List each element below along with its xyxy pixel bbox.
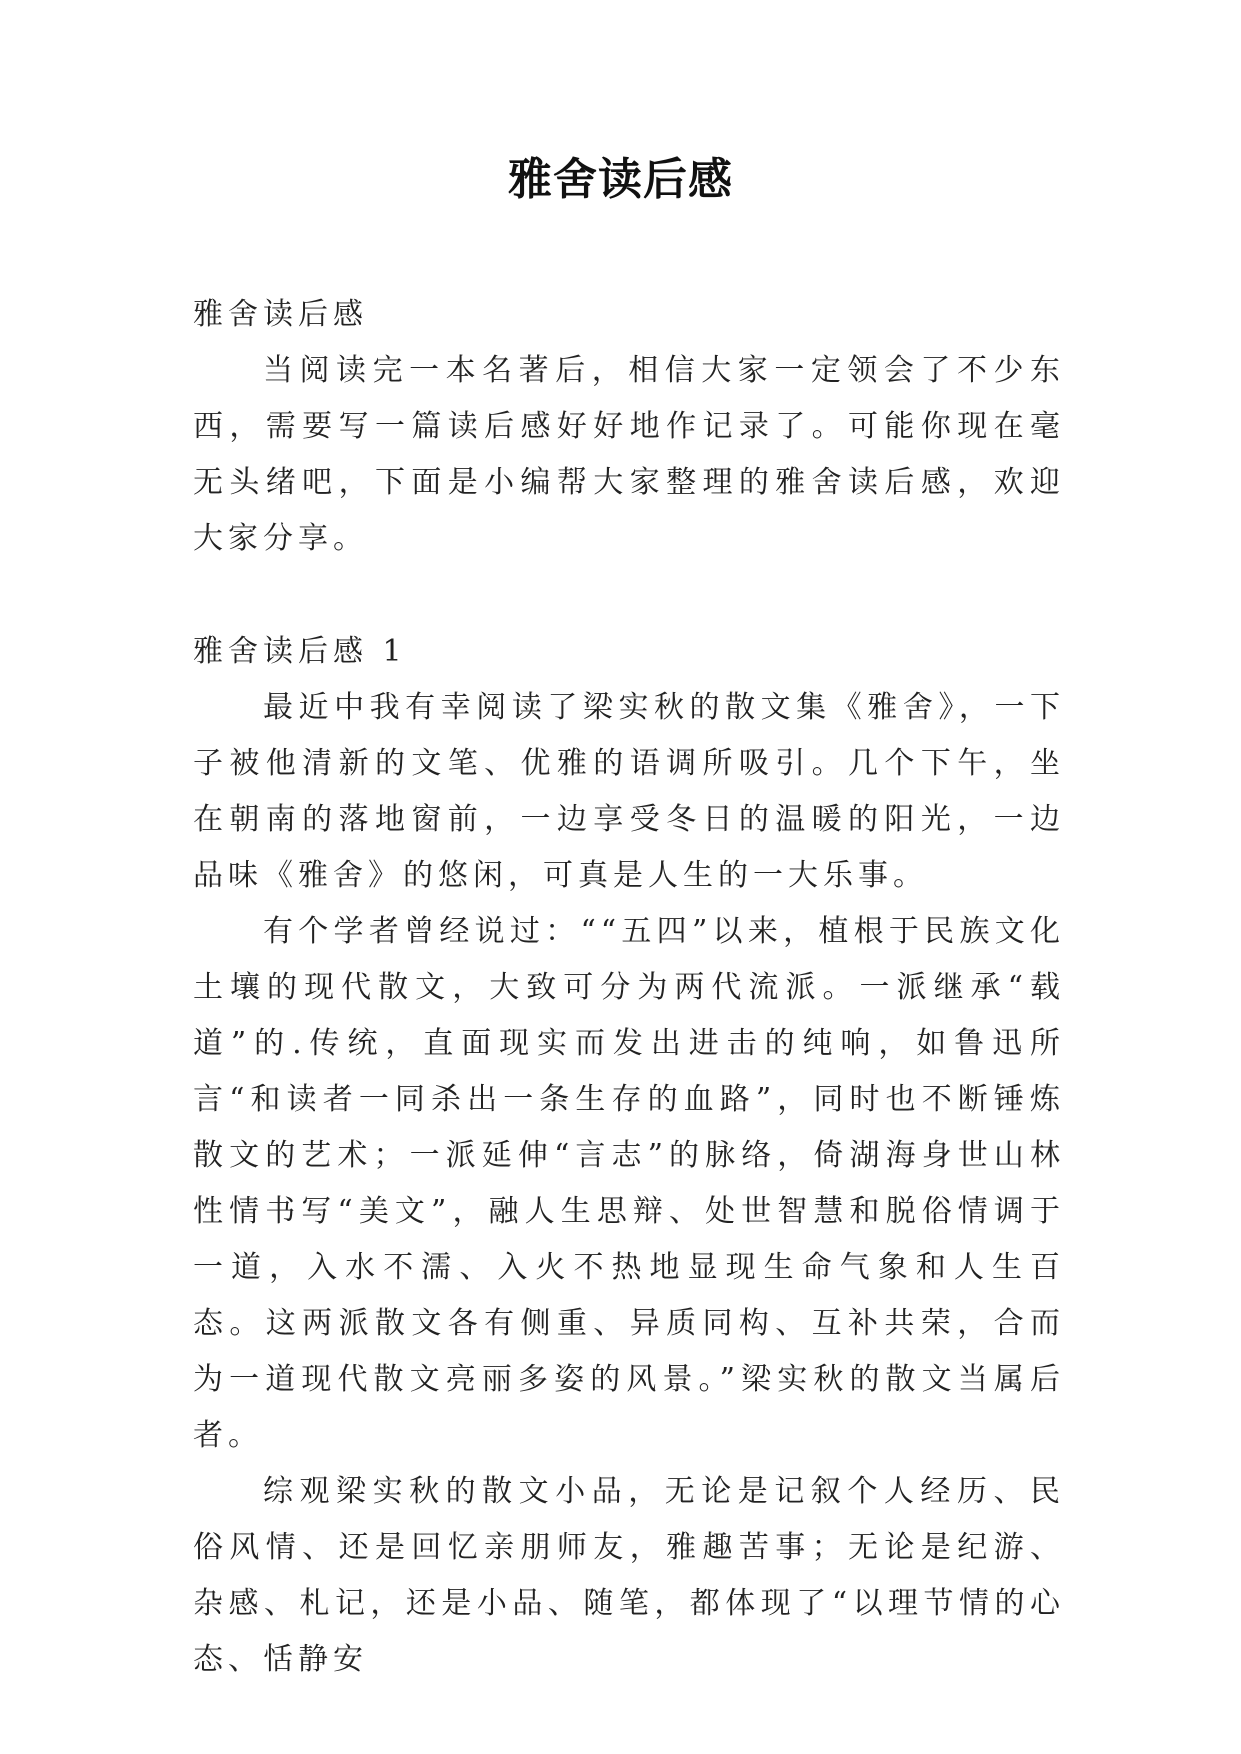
section-1-paragraph: 最近中我有幸阅读了梁实秋的散文集《雅舍》，一下子被他清新的文笔、优雅的语调所吸引。几个下午，坐在朝南的落地窗前，一边享受冬日的温暖的阳光，一边品味《雅舍》的悠闲，可真是人生的一大乐事。 bbox=[193, 690, 1065, 893]
intro-heading: 雅舍读后感 bbox=[193, 297, 368, 332]
section-1-heading: 雅舍读后感 1 bbox=[193, 634, 407, 669]
document-title: 雅舍读后感 bbox=[508, 154, 733, 205]
document-body bbox=[193, 287, 1065, 1688]
section-1-paragraph: 综观梁实秋的散文小品，无论是记叙个人经历、民俗风情、还是回忆亲朋师友，雅趣苦事；无论是纪游、杂感、札记，还是小品、随笔，都体现了“以理节情的心态、恬静安 bbox=[193, 1474, 1065, 1677]
intro-paragraph: 当阅读完一本名著后，相信大家一定领会了不少东西，需要写一篇读后感好好地作记录了。可能你现在毫无头绪吧，下面是小编帮大家整理的雅舍读后感，欢迎大家分享。 bbox=[193, 353, 1065, 556]
section-1-paragraph: 有个学者曾经说过：““五四”以来，植根于民族文化土壤的现代散文，大致可分为两代流派。一派继承“载道”的.传统，直面现实而发出进击的纯响，如鲁迅所言“和读者一同杀出一条生存的血路”，同时也不断锤炼散文的艺术；一派延伸“言志”的脉络，倚湖海身世山林性情书写“美文”，融人生思辩、处世智慧和脱俗情调于一道，入水不濡、入火不热地显现生命气象和人生百态。这两派散文各有侧重、异质同构、互补共荣，合而为一道现代散文亮丽多姿的风景。”梁实秋的散文当属后者。 bbox=[193, 914, 1065, 1453]
